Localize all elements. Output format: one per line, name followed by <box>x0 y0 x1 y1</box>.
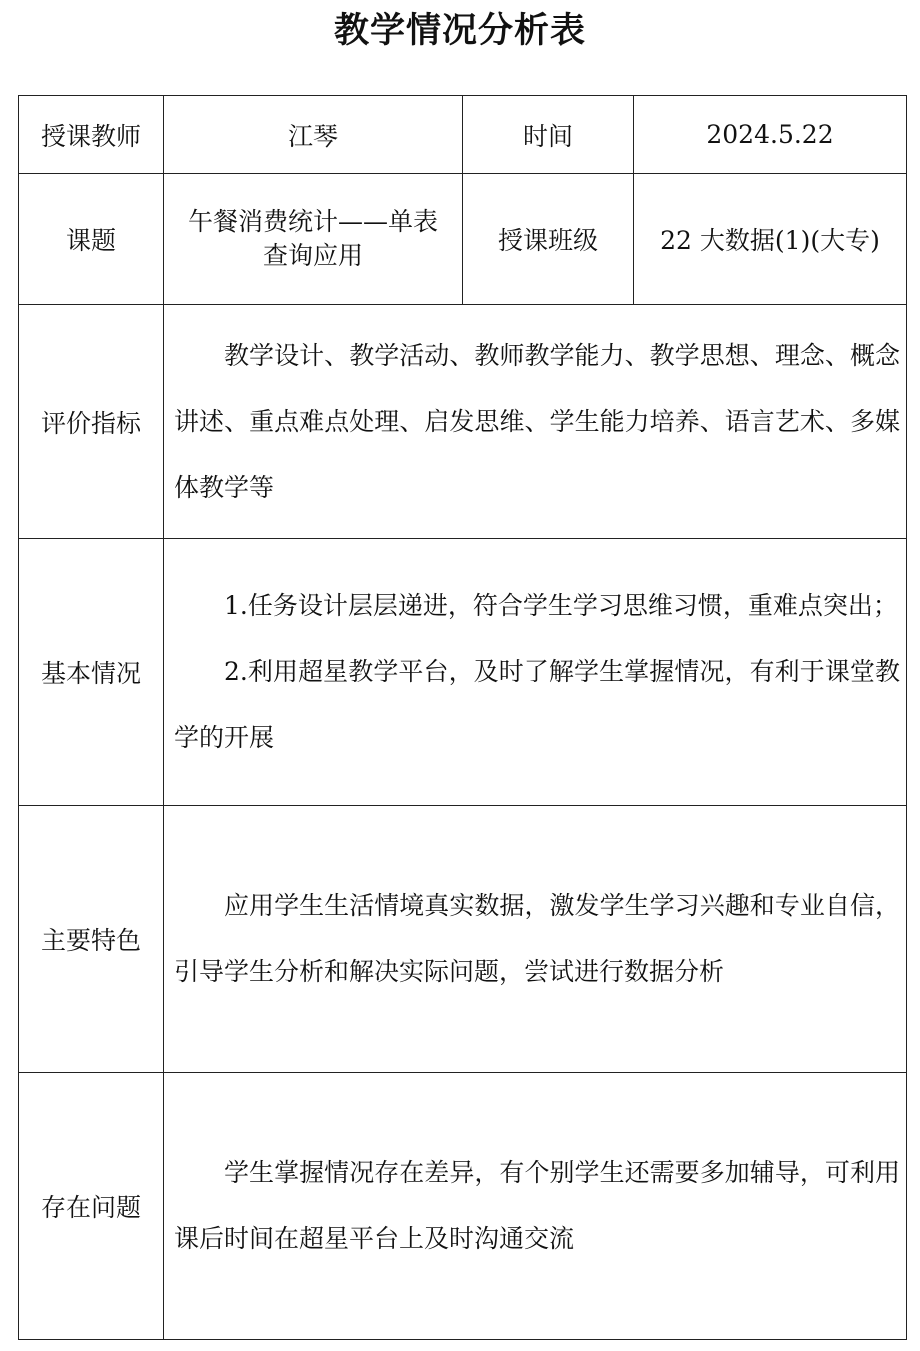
basic-cell <box>164 539 907 806</box>
basic-item-2: 2.利用超星教学平台，及时了解学生掌握情况，有利于课堂教学的开展 <box>174 657 900 752</box>
row-basic <box>19 539 907 806</box>
class-value: 22 大数据(1)(大专) <box>634 174 907 305</box>
features-label: 主要特色 <box>19 806 164 1073</box>
features-text: 应用学生生活情境真实数据，激发学生学习兴趣和专业自信，引导学生分析和解决实际问题，尝试进行数据分析 <box>174 891 900 986</box>
row-topic <box>19 174 907 305</box>
teacher-label: 授课教师 <box>19 96 164 174</box>
time-label: 时间 <box>463 96 634 174</box>
topic-cell <box>164 174 463 305</box>
criteria-text: 教学设计、教学活动、教师教学能力、教学思想、理念、概念讲述、重点难点处理、启发思维、学生能力培养、语言艺术、多媒体教学等 <box>174 340 900 502</box>
topic-value: 午餐消费统计——单表查询应用 <box>187 207 438 270</box>
row-problems <box>19 1073 907 1340</box>
basic-item-1: 1.任务设计层层递进，符合学生学习思维习惯，重难点突出； <box>224 591 898 620</box>
problems-label: 存在问题 <box>19 1073 164 1340</box>
criteria-cell <box>164 305 907 539</box>
time-value: 2024.5.22 <box>634 96 907 174</box>
features-cell <box>164 806 907 1073</box>
class-label: 授课班级 <box>463 174 634 305</box>
problems-text: 学生掌握情况存在差异，有个别学生还需要多加辅导，可利用课后时间在超星平台上及时沟通交流 <box>174 1158 900 1253</box>
row-criteria <box>19 305 907 539</box>
evaluation-table <box>18 95 907 1340</box>
row-teacher <box>19 96 907 174</box>
page-title: 教学情况分析表 <box>333 11 586 51</box>
basic-label: 基本情况 <box>19 539 164 806</box>
row-features <box>19 806 907 1073</box>
topic-label: 课题 <box>19 174 164 305</box>
teacher-value: 江琴 <box>164 96 463 174</box>
problems-cell <box>164 1073 907 1340</box>
criteria-label: 评价指标 <box>19 305 164 539</box>
